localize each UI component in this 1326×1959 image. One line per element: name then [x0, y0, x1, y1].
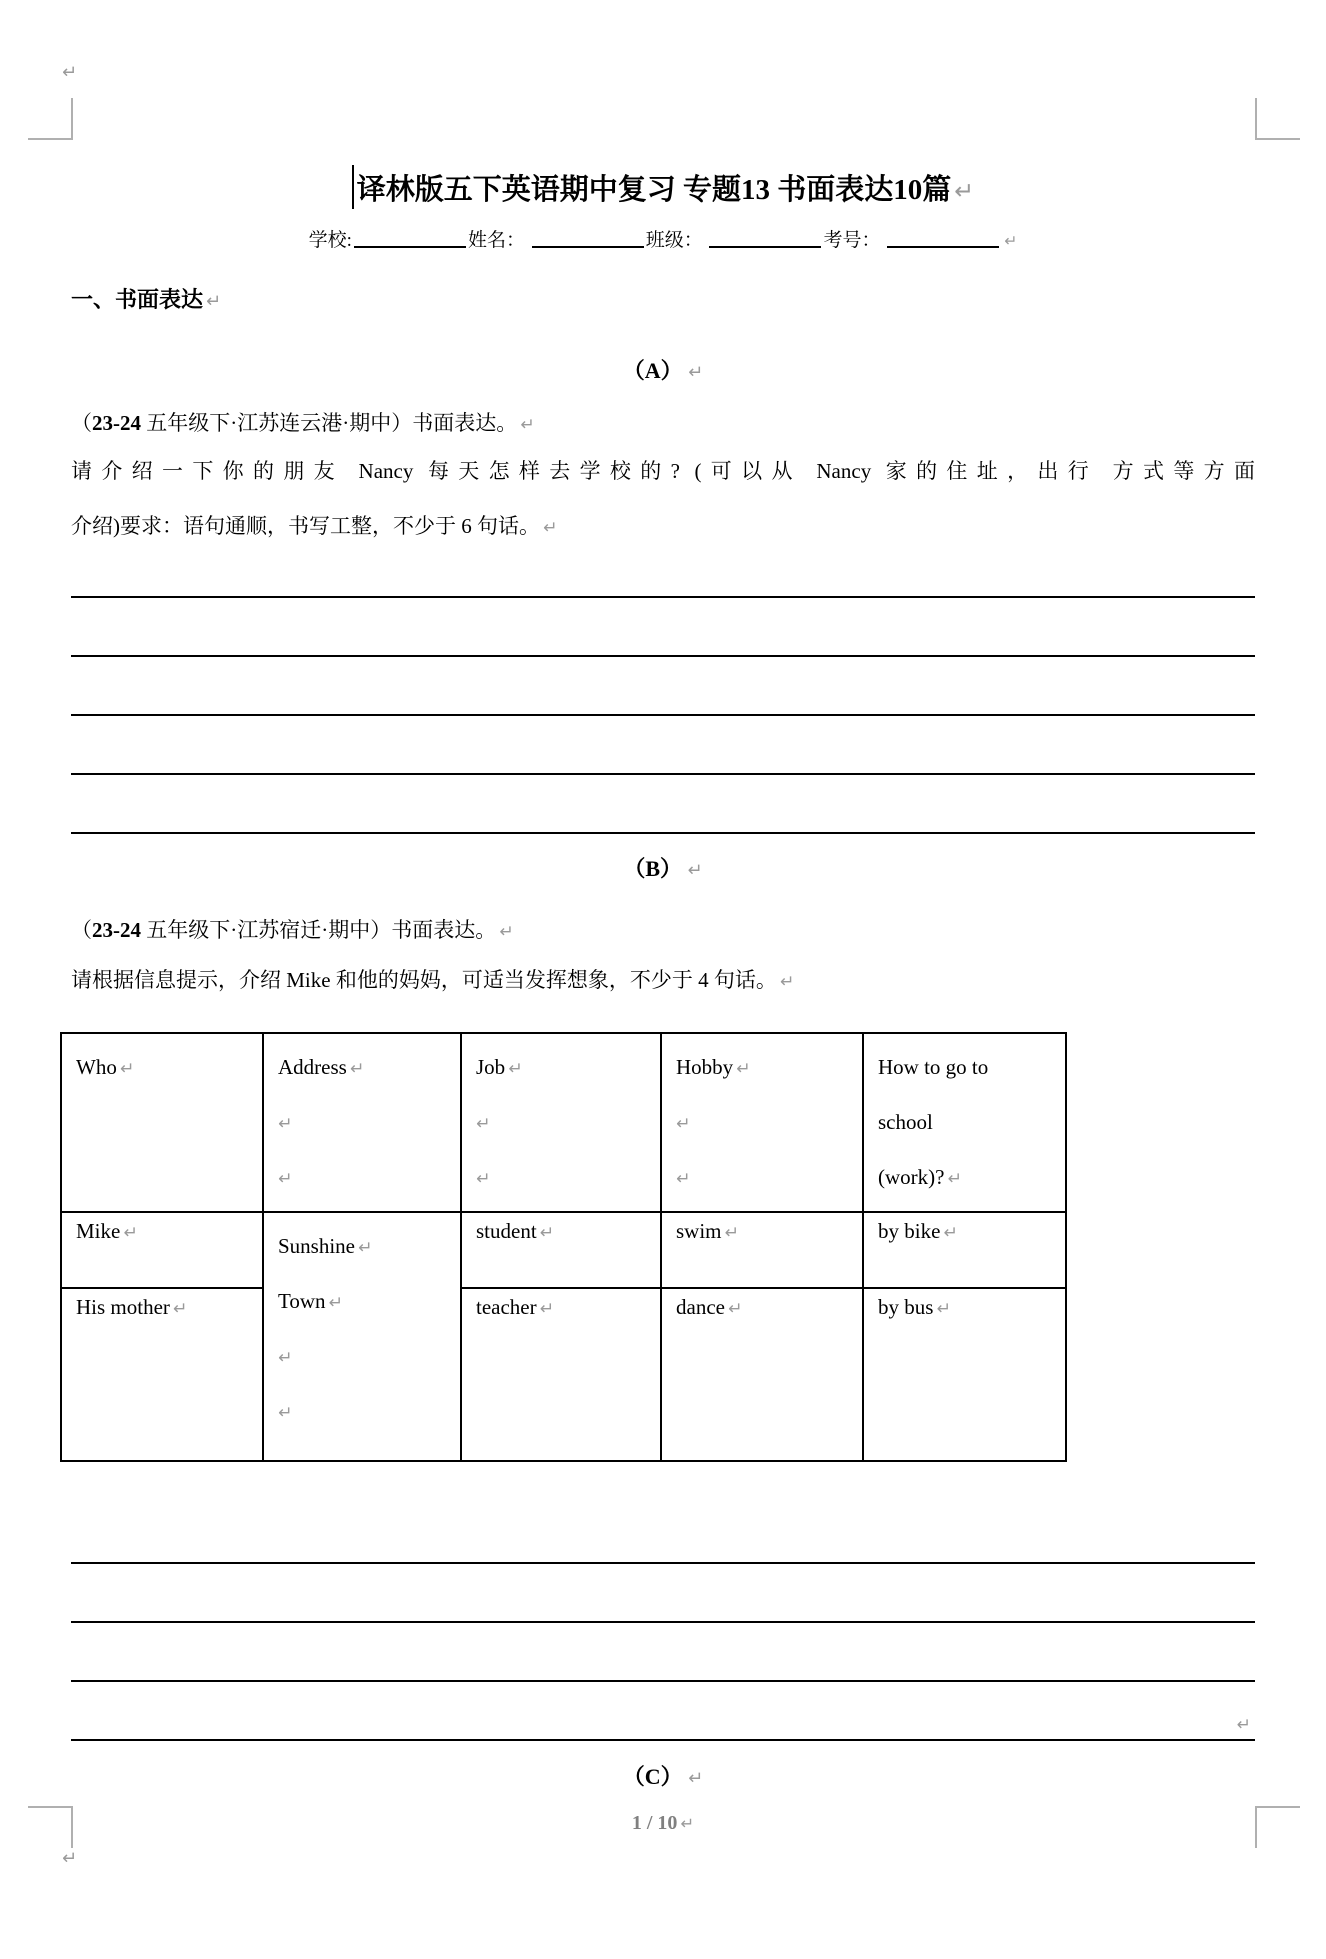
paragraph-mark-icon: ↵: [936, 1299, 951, 1319]
document-title: 译林版五下英语期中复习 专题13 书面表达10篇: [356, 174, 952, 206]
answer-line[interactable]: [71, 775, 1255, 834]
answer-line[interactable]: [71, 1682, 1255, 1741]
cell-mother-hobby: [661, 1288, 863, 1461]
section-heading: [71, 280, 1255, 320]
mike-family-info-table: [60, 1032, 1067, 1462]
section-heading-text: 一、书面表达: [71, 287, 204, 312]
exam-no-label: 考号：: [823, 230, 881, 251]
text-cursor: [352, 165, 354, 209]
paragraph-mark-icon: ↵: [1236, 1715, 1251, 1735]
part-b-source-open: （: [71, 918, 92, 942]
paragraph-mark-icon: ↵: [206, 291, 222, 312]
page-number-indicator: 1 / 10: [631, 1812, 678, 1834]
paragraph-mark-icon: ↵: [476, 1169, 491, 1189]
paragraph-mark-icon: ↵: [278, 1403, 293, 1423]
part-a-source-line: [71, 402, 1255, 444]
paragraph-mark-icon: ↵: [508, 1059, 523, 1079]
school-label: 学校:: [308, 230, 352, 251]
school-blank-field[interactable]: [354, 227, 466, 248]
header-job-text: Job: [476, 1055, 506, 1079]
cell-mike-job: [461, 1212, 661, 1288]
paragraph-mark-icon: ↵: [119, 1059, 135, 1079]
answer-line[interactable]: [71, 1462, 1255, 1564]
document-page: [71, 0, 1255, 1799]
paragraph-mark-icon: ↵: [779, 972, 795, 992]
mother-who-text: His mother: [76, 1295, 170, 1319]
mother-job-text: teacher: [476, 1295, 537, 1319]
paragraph-mark-icon: ↵: [954, 177, 975, 205]
paragraph-mark-icon: ↵: [943, 1223, 958, 1243]
part-a-label: [71, 350, 1255, 392]
part-a-label-text: （A）: [622, 358, 683, 383]
cell-mother-job: [461, 1288, 661, 1461]
answer-line[interactable]: [71, 657, 1255, 716]
paragraph-mark-icon: ↵: [172, 1299, 188, 1319]
document-title-row: [71, 162, 1255, 218]
cell-shared-address: [263, 1212, 461, 1461]
header-cell-how-to-go: [863, 1033, 1066, 1212]
part-c-label: [71, 1755, 1255, 1799]
cell-mother-who: [61, 1288, 263, 1461]
page-footer: [0, 1812, 1326, 1835]
paragraph-mark-icon: ↵: [476, 1114, 491, 1134]
mother-transport-text: by bus: [878, 1295, 934, 1319]
paragraph-mark-icon: ↵: [724, 1223, 739, 1243]
paragraph-mark-icon: ↵: [62, 62, 78, 83]
part-b-label-text: （B）: [623, 856, 683, 881]
paragraph-mark-icon: ↵: [687, 860, 703, 881]
part-b-source-line: [71, 906, 1255, 954]
paragraph-mark-icon: ↵: [278, 1169, 293, 1189]
paragraph-mark-icon: ↵: [676, 1114, 691, 1134]
paragraph-mark-icon: ↵: [1004, 232, 1018, 250]
header-how-line2: school: [878, 1110, 933, 1134]
name-label: 姓名：: [467, 230, 525, 251]
part-b-label: [71, 848, 1255, 890]
paragraph-mark-icon: ↵: [539, 1223, 555, 1243]
mother-hobby-text: dance: [676, 1295, 725, 1319]
header-cell-address: [263, 1033, 461, 1212]
part-c-label-text: （C）: [622, 1764, 683, 1789]
answer-line[interactable]: [71, 556, 1255, 598]
table-header-row: [61, 1033, 1066, 1212]
paragraph-mark-icon: ↵: [520, 415, 535, 435]
answer-line[interactable]: [71, 1623, 1255, 1682]
header-how-line1: How to go to: [878, 1055, 989, 1079]
answer-line[interactable]: [71, 598, 1255, 657]
paragraph-mark-icon: ↵: [676, 1169, 691, 1189]
part-a-source-rest: 五年级下·江苏连云港·期中）书面表达。: [141, 411, 518, 435]
paragraph-mark-icon: ↵: [688, 362, 704, 383]
paragraph-mark-icon: ↵: [349, 1059, 365, 1079]
part-a-prompt-line1: 请介绍一下你的朋友 Nancy 每天怎样去学校的? (可以从 Nancy 家的住址，出行 方式等方面: [71, 459, 1255, 483]
part-b-prompt-text: 请根据信息提示，介绍 Mike 和他的妈妈，可适当发挥想象，不少于 4 句话。: [71, 968, 777, 992]
paragraph-mark-icon: ↵: [727, 1299, 743, 1319]
table-row-mother: [61, 1288, 1066, 1461]
page-margin-mark-top-left: [28, 98, 73, 140]
exam-no-blank-field[interactable]: [887, 227, 999, 248]
header-hobby-text: Hobby: [676, 1055, 734, 1079]
mike-who-text: Mike: [76, 1219, 121, 1243]
part-b-source-year: 23-24: [92, 918, 141, 942]
header-who-text: Who: [76, 1055, 117, 1079]
paragraph-mark-icon: ↵: [499, 922, 514, 942]
page-margin-mark-top-right: [1255, 98, 1300, 140]
part-a-prompt-line2-text: 介绍)要求：语句通顺，书写工整，不少于 6 句话。: [71, 514, 540, 538]
part-b-source-rest: 五年级下·江苏宿迁·期中）书面表达。: [141, 918, 497, 942]
part-a-prompt-line2: [71, 499, 1255, 556]
address-line1-text: Sunshine: [278, 1234, 356, 1258]
mike-hobby-text: swim: [676, 1219, 722, 1243]
paragraph-mark-icon: ↵: [543, 518, 558, 538]
answer-line[interactable]: [71, 1564, 1255, 1623]
header-cell-hobby: [661, 1033, 863, 1212]
part-b-prompt: [71, 954, 1255, 1006]
paragraph-mark-icon: ↵: [278, 1114, 293, 1134]
paragraph-mark-icon: ↵: [539, 1299, 555, 1319]
paragraph-mark-icon: ↵: [62, 1848, 78, 1869]
paragraph-mark-icon: ↵: [947, 1169, 962, 1189]
cell-mike-who: [61, 1212, 263, 1288]
class-label: 班级：: [645, 230, 703, 251]
table-row-mike: [61, 1212, 1066, 1288]
paragraph-mark-icon: ↵: [736, 1059, 751, 1079]
header-cell-job: [461, 1033, 661, 1212]
part-a-source-year: 23-24: [92, 411, 141, 435]
paragraph-mark-icon: ↵: [680, 1814, 695, 1833]
mike-job-text: student: [476, 1219, 537, 1243]
student-info-row: [71, 218, 1255, 264]
paragraph-mark-icon: ↵: [358, 1238, 373, 1258]
mike-transport-text: by bike: [878, 1219, 941, 1243]
paragraph-mark-icon: ↵: [278, 1348, 293, 1368]
paragraph-mark-icon: ↵: [328, 1293, 343, 1313]
answer-line[interactable]: [71, 716, 1255, 775]
class-blank-field[interactable]: [709, 227, 821, 248]
cell-mother-transport: [863, 1288, 1066, 1461]
header-how-line3: (work)?: [878, 1165, 945, 1189]
address-line2-text: Town: [278, 1289, 326, 1313]
cell-mike-hobby: [661, 1212, 863, 1288]
header-address-text: Address: [278, 1055, 347, 1079]
cell-mike-transport: [863, 1212, 1066, 1288]
header-cell-who: [61, 1033, 263, 1212]
name-blank-field[interactable]: [532, 227, 644, 248]
part-a-source-open: （: [71, 411, 92, 435]
paragraph-mark-icon: ↵: [123, 1223, 138, 1243]
paragraph-mark-icon: ↵: [688, 1768, 704, 1789]
